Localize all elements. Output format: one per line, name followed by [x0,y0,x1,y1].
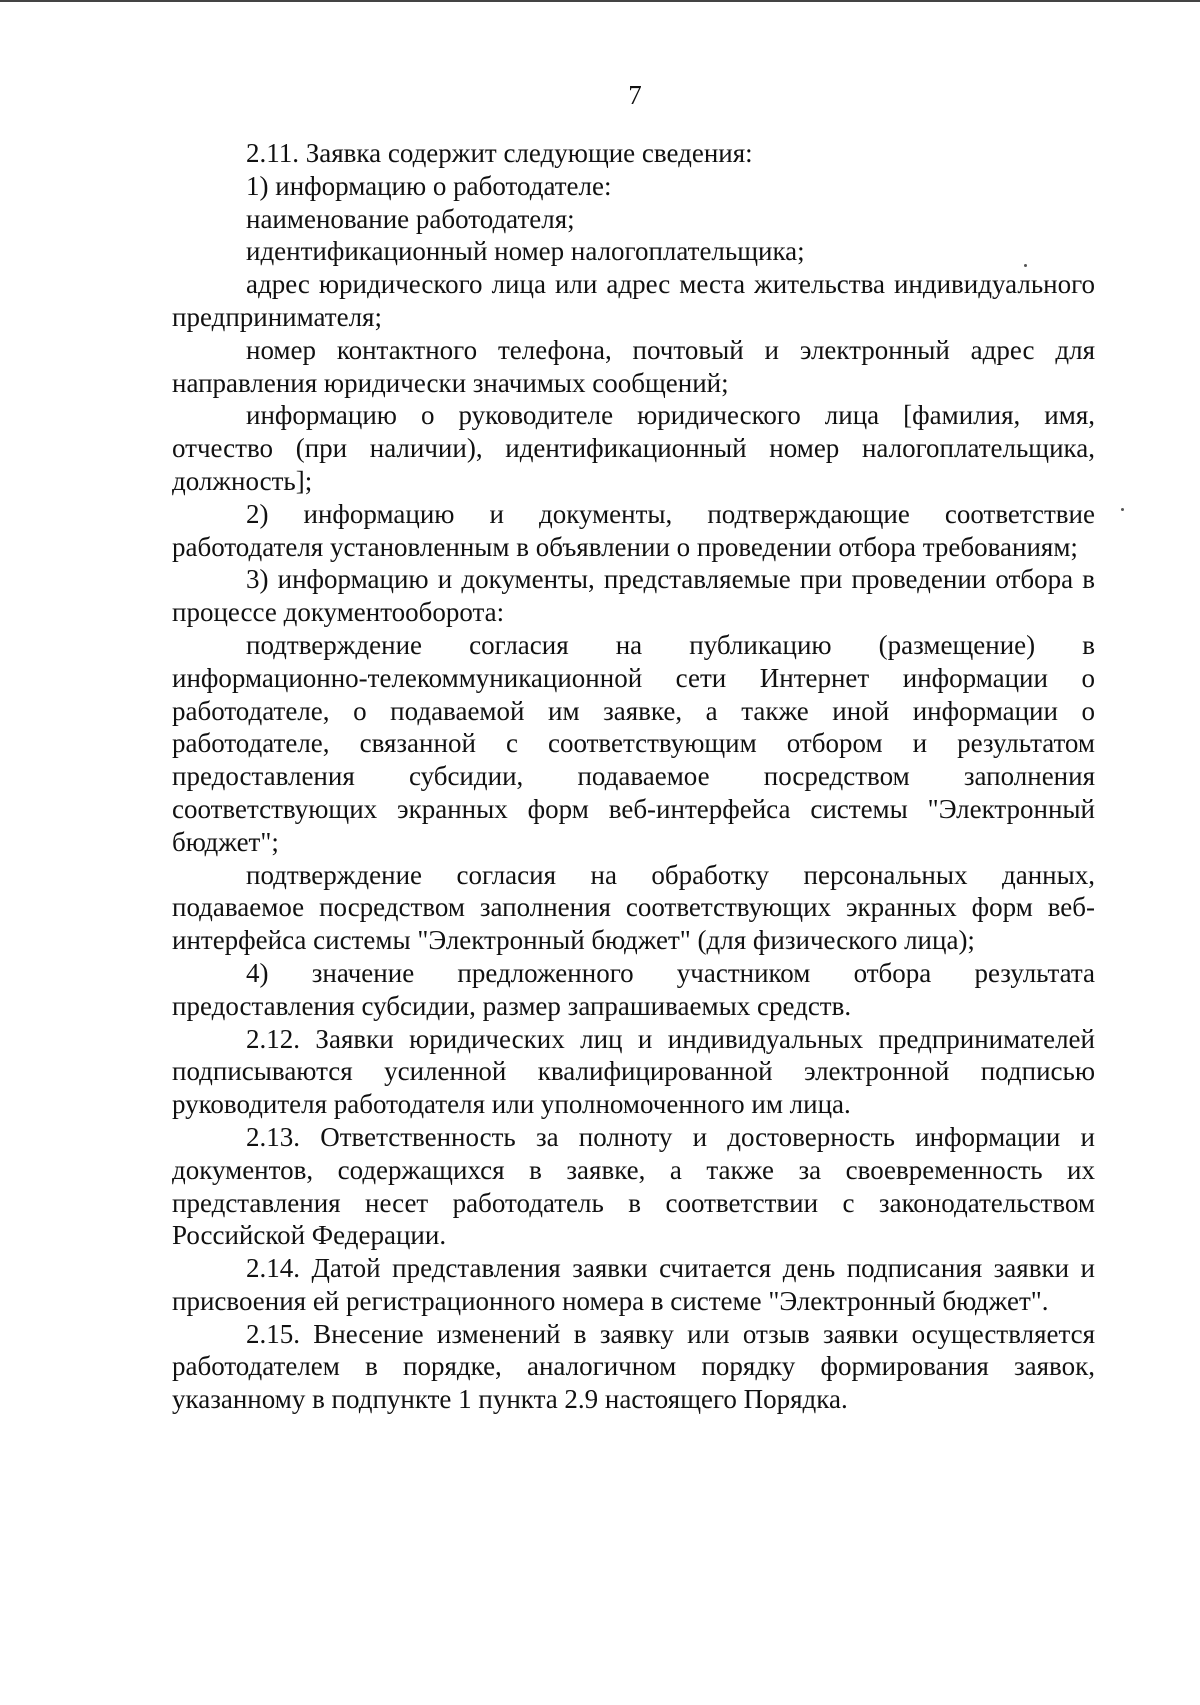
paragraph-taxpayer-id: идентификационный номер налогоплательщика; [246,236,805,267]
scan-top-edge [0,0,1200,2]
paragraph-address: адрес юридического лица или адрес места жительства индивидуального предпринимателя; [172,269,1095,332]
paragraph-compliance-docs: 2) информацию и документы, подтверждающие соответствие работодателя установленным в объявлении о проведении отбора требованиям; [172,498,1095,562]
paragraph-2-13: 2.13. Ответственность за полноту и достоверность информации и документов, содержащихся в заявке, а также за своевременность их представления несет работодатель в соответствии с законодательством Российской Федерации. [172,1121,1095,1251]
scan-speck [1024,264,1027,267]
paragraph-proposed-result: 4) значение предложенного участником отбора результата предоставления субсидии, размер запрашиваемых средств. [172,957,1095,1021]
paragraph-2-15: 2.15. Внесение изменений в заявку или отзыв заявки осуществляется работодателем в порядке, аналогичном порядку формирования заявок, указанному в подпункте 1 пункта 2.9 настоящего Порядка. [172,1318,1095,1415]
page-number: 7 [628,80,642,110]
paragraph-personal-data-consent: подтверждение согласия на обработку персональных данных, подаваемое посредством заполнения соответствующих экранных форм веб-интерфейса системы "Электронный бюджет" (для физического лица); [172,859,1095,956]
document-body [172,137,1095,1416]
paragraph-employer-info: 1) информацию о работодателе: [246,170,612,201]
paragraph-workflow-docs: 3) информацию и документы, представляемые при проведении отбора в процессе документооборота: [172,564,1095,628]
paragraph-2-11-heading: 2.11. Заявка содержит следующие сведения: [246,138,753,168]
scan-speck [1121,508,1124,511]
paragraph-2-14: 2.14. Датой представления заявки считается день подписания заявки и присвоения ей регистрационного номера в системе "Электронный бюджет". [172,1253,1095,1316]
paragraph-publication-consent: подтверждение согласия на публикацию (размещение) в информационно-телекоммуникационной сети Интернет информации о работодателе, о подаваемой им заявке, а также иной информации о работодателе, связанной с соответствующим отбором и результатом предоставления субсидии, подаваемое посредством заполнения соответствующих экранных форм веб-интерфейса системы "Электронный бюджет"; [172,629,1095,857]
paragraph-2-12: 2.12. Заявки юридических лиц и индивидуальных предпринимателей подписываются усиленной квалифицированной электронной подписью руководителя работодателя или уполномоченного им лица. [172,1023,1095,1120]
paragraph-employer-name: наименование работодателя; [246,203,575,234]
paragraph-contacts: номер контактного телефона, почтовый и электронный адрес для направления юридически значимых сообщений; [172,334,1095,398]
paragraph-director-info: информацию о руководителе юридического лица [фамилия, имя, отчество (при наличии), идентификационный номер налогоплательщика, должность]; [172,400,1095,496]
